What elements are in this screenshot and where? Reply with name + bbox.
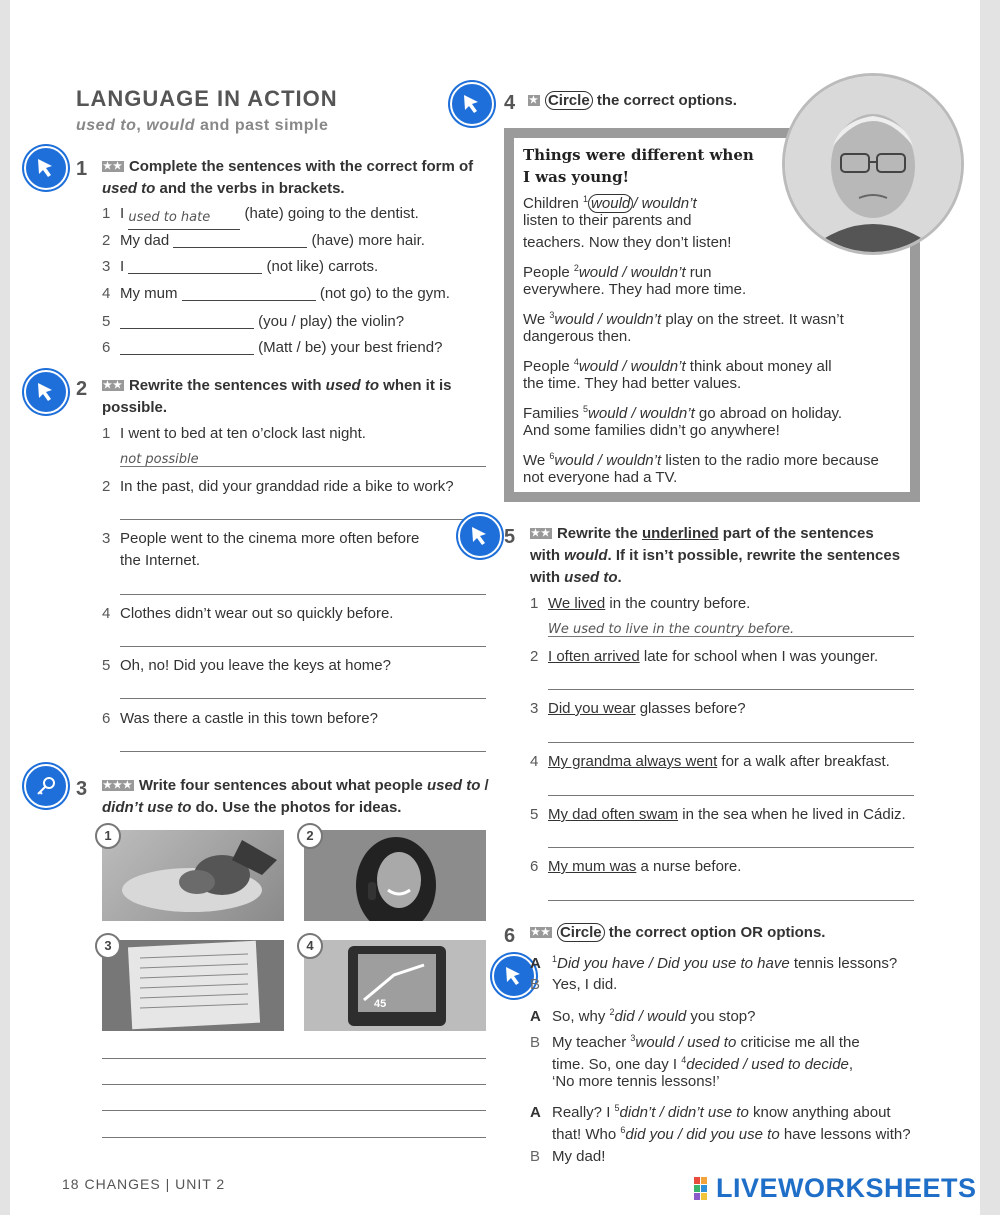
photo-old-man <box>782 73 964 255</box>
ex5-answer-1-text: We used to live in the country before. <box>548 622 795 637</box>
ex2-answer-1-text: not possible <box>120 452 199 467</box>
ex4-option-3[interactable]: We $^3$would / wouldn’t play on the street. It wasn’t <box>523 310 844 328</box>
ex2-answer-line-4[interactable] <box>120 646 486 647</box>
ex3-answer-line-1[interactable] <box>102 1058 486 1059</box>
ex1-item-1: 1 I used to hate (hate) going to the dentist. <box>102 203 419 230</box>
ex1-item-6: 6 (Matt / be) your best friend? <box>102 339 443 356</box>
liveworksheets-logo-icon <box>694 1177 716 1206</box>
photo-badge-4: 4 <box>297 933 323 959</box>
ex5-answer-line-2[interactable] <box>548 689 914 690</box>
ex1-number: 1 <box>76 158 88 180</box>
liveworksheets-brand: LIVEWORKSHEETS <box>716 1173 977 1203</box>
ex1-answer-3[interactable] <box>128 273 262 274</box>
photo-badge-3: 3 <box>95 933 121 959</box>
ex2-item-4: 4 Clothes didn’t wear out so quickly before. <box>102 605 394 622</box>
key-icon-ex3[interactable] <box>24 764 68 808</box>
ex5-item-5: 5 My dad often swam in the sea when he lived in Cádiz. <box>530 806 906 823</box>
ex1-answer-5[interactable] <box>120 328 254 329</box>
ex2-item-1: 1 I went to bed at ten o’clock last night. <box>102 425 366 442</box>
ex5-instruction: ★★ Rewrite the underlined part of the sentences with would. If it isn’t possible, rewrite the sentences with used to. <box>530 525 901 586</box>
ex4-option-1[interactable]: Children $^1$ would / wouldn’t <box>523 194 697 212</box>
ex4-line-2: listen to their parents and <box>523 212 692 229</box>
ex4-line-3: teachers. Now they don’t listen! <box>523 234 732 251</box>
ex6-line-1[interactable]: A $^1$Did you have / Did you use to have tennis lessons? <box>530 954 898 972</box>
ex1-answer-1[interactable]: used to hate <box>128 207 240 230</box>
ex6-line-5b[interactable]: that! Who $^6$did you / did you use to have lessons with? <box>552 1125 911 1143</box>
ex1-item-2: 2 My dad (have) more hair. <box>102 232 425 249</box>
ex5-answer-line-1[interactable] <box>548 636 914 637</box>
ex1-item-5: 5 (you / play) the violin? <box>102 313 405 330</box>
ex4-line-5: everywhere. They had more time. <box>523 281 747 298</box>
ex6-line-4[interactable]: B My teacher $^3$would / used to criticise me all the <box>530 1033 860 1051</box>
ex5-answer-line-3[interactable] <box>548 742 914 743</box>
ex4-option-2[interactable]: People $^2$would / wouldn’t run <box>523 263 712 281</box>
ex6-instruction: ★★ Circle the correct option OR options. <box>531 924 826 941</box>
cursor-icon-ex4[interactable] <box>450 82 494 126</box>
ex2-number: 2 <box>76 378 88 400</box>
ex3-instruction: ★★★ Write four sentences about what people used to / didn’t use to do. Use the photos for ideas. <box>102 777 489 816</box>
ex2-answer-line-6[interactable] <box>120 751 486 752</box>
ex4-option-4[interactable]: People $^4$would / wouldn’t think about money all <box>523 357 832 375</box>
ex5-answer-line-5[interactable] <box>548 847 914 848</box>
ex1-instruction: ★★ Complete the sentences with the correct form of used to and the verbs in brackets. <box>102 158 474 197</box>
ex5-item-2: 2 I often arrived late for school when I was younger. <box>530 648 879 665</box>
ex4-instruction: ★ Circle the correct options. <box>529 92 737 109</box>
ex6-line-3[interactable]: A So, why $^2$did / would you stop? <box>530 1007 756 1025</box>
ex3-number: 3 <box>76 778 88 800</box>
photo-handwritten-letter <box>102 940 284 1031</box>
ex1-answer-2[interactable] <box>173 247 307 248</box>
ex2-answer-line-1[interactable] <box>120 466 486 467</box>
ex6-line-4b[interactable]: time. So, one day I $^4$decided / used to decide, <box>552 1055 854 1073</box>
ex2-item-6: 6 Was there a castle in this town before? <box>102 710 378 727</box>
ex2-instruction: ★★ Rewrite the sentences with used to when it is possible. <box>102 377 452 416</box>
photo-sat-nav <box>304 940 486 1031</box>
ex1-answer-4[interactable] <box>182 300 316 301</box>
ex6-line-2: B Yes, I did. <box>530 976 618 993</box>
cursor-icon-ex1[interactable] <box>24 146 68 190</box>
ex5-number: 5 <box>504 526 516 548</box>
photo-washing-clothes <box>102 830 284 921</box>
cursor-icon-ex2[interactable] <box>24 370 68 414</box>
ex6-number: 6 <box>504 925 516 947</box>
ex5-item-1: 1 We lived in the country before. <box>530 595 751 612</box>
ex4-option-5[interactable]: Families $^5$would / wouldn’t go abroad on holiday. <box>523 404 843 422</box>
ex5-item-6: 6 My mum was a nurse before. <box>530 858 742 875</box>
ex2-item-3-cont: the Internet. <box>120 552 201 569</box>
ex1-answer-6[interactable] <box>120 354 254 355</box>
ex4-number: 4 <box>504 92 516 114</box>
satnav-speed-text: 45 <box>374 998 387 1010</box>
page-subtitle: used to, would and past simple <box>76 117 329 134</box>
photo-badge-1: 1 <box>95 823 121 849</box>
ex6-line-4c: ‘No more tennis lessons!’ <box>552 1073 720 1090</box>
ex4-line-11: And some families didn’t go anywhere! <box>523 422 780 439</box>
ex5-answer-line-4[interactable] <box>548 795 914 796</box>
ex1-item-4: 4 My mum (not go) to the gym. <box>102 285 450 302</box>
ex2-answer-line-3[interactable] <box>120 594 486 595</box>
ex6-line-5[interactable]: A Really? I $^5$didn’t / didn’t use to know anything about <box>530 1103 891 1121</box>
ex6-line-6: B My dad! <box>530 1148 606 1165</box>
ex1-item-3: 3 I (not like) carrots. <box>102 258 379 275</box>
ex4-option-6[interactable]: We $^6$would / wouldn’t listen to the radio more because <box>523 451 879 469</box>
ex4-box-title: Things were different when I was young! <box>523 146 754 186</box>
ex2-item-3: 3 People went to the cinema more often before <box>102 530 420 547</box>
photo-girl-on-phone <box>304 830 486 921</box>
ex5-answer-line-6[interactable] <box>548 900 914 901</box>
ex3-answer-line-3[interactable] <box>102 1110 486 1111</box>
ex4-line-9: the time. They had better values. <box>523 375 742 392</box>
ex5-item-4: 4 My grandma always went for a walk after breakfast. <box>530 753 890 770</box>
page-footer: 18 CHANGES | UNIT 2 <box>62 1176 226 1192</box>
ex2-answer-line-5[interactable] <box>120 698 486 699</box>
page-title: LANGUAGE IN ACTION <box>76 86 338 111</box>
ex3-answer-line-4[interactable] <box>102 1137 486 1138</box>
cursor-icon-ex5[interactable] <box>458 514 502 558</box>
ex4-line-7: dangerous then. <box>523 328 632 345</box>
ex2-answer-line-2[interactable] <box>120 519 486 520</box>
ex2-item-2: 2 In the past, did your granddad ride a bike to work? <box>102 478 454 495</box>
ex2-item-5: 5 Oh, no! Did you leave the keys at home? <box>102 657 391 674</box>
ex4-line-13: not everyone had a TV. <box>523 469 678 486</box>
ex5-item-3: 3 Did you wear glasses before? <box>530 700 746 717</box>
photo-badge-2: 2 <box>297 823 323 849</box>
ex3-answer-line-2[interactable] <box>102 1084 486 1085</box>
